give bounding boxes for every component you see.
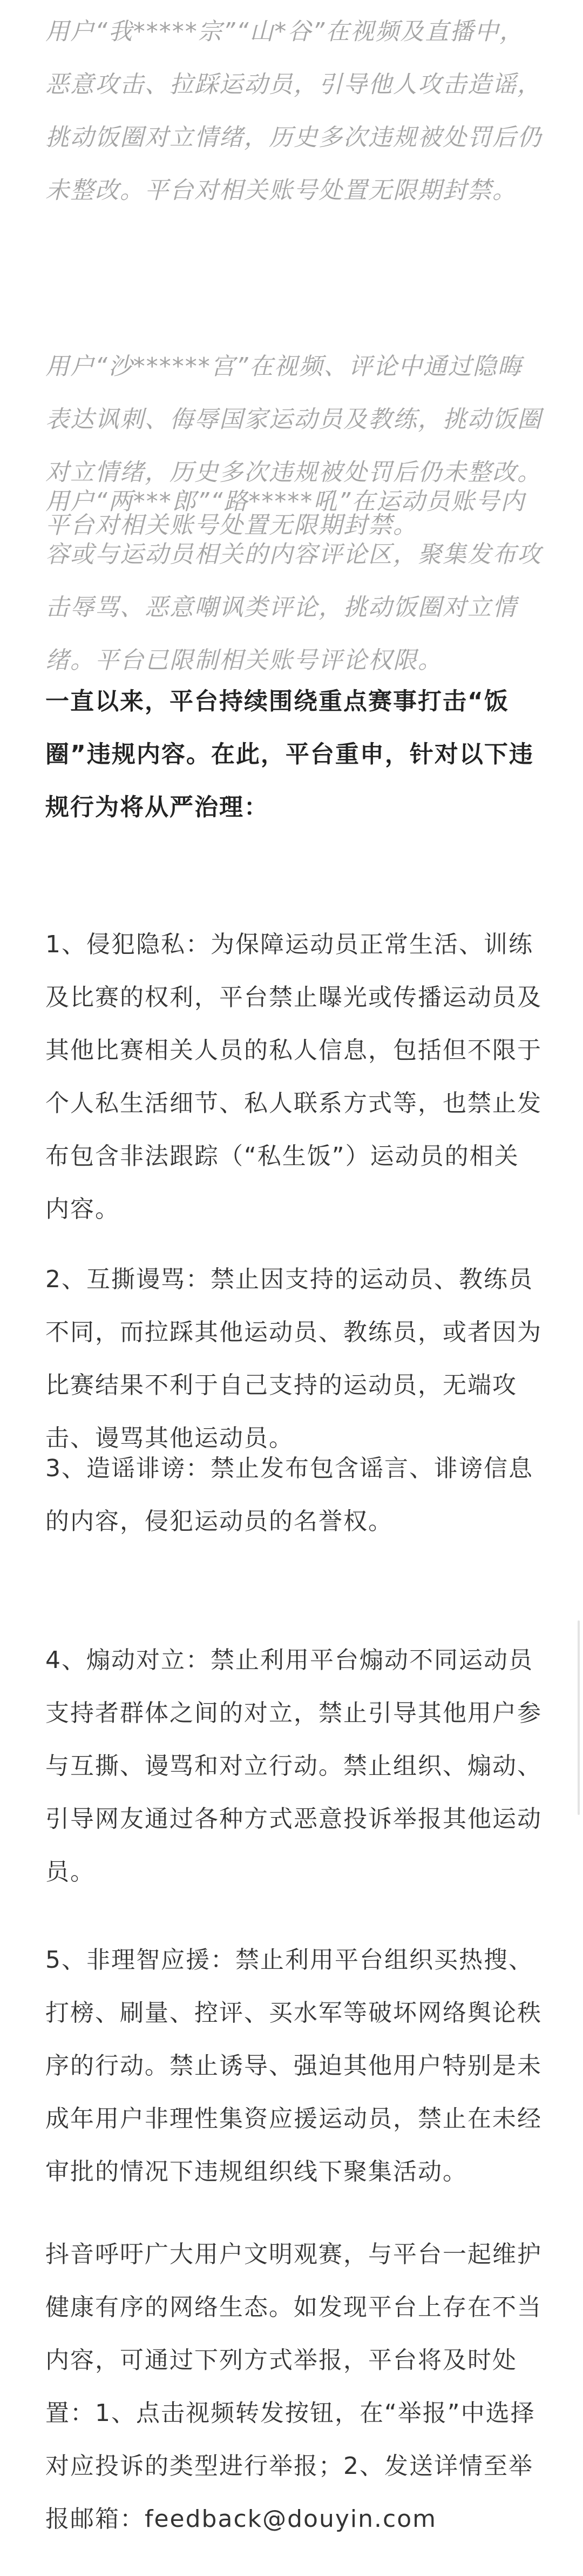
rule-paragraph-2: 2、互撕谩骂：禁止因支持的运动员、教练员不同，而拉踩其他运动员、教练员，或者因为比赛结果不利于自己支持的运动员，无端攻击、谩骂其他运动员。 — [45, 1266, 542, 1452]
scroll-indicator[interactable] — [578, 1620, 580, 1815]
case-paragraph-3: 用户“两***郎”“路*****吼”在运动员账号内容或与运动员相关的内容评论区，聚集发布攻击辱骂、恶意嘲讽类评论，挑动饭圈对立情绪。平台已限制相关账号评论权限。 — [45, 488, 542, 674]
case-paragraph-1: 用户“我*****宗”“山*谷”在视频及直播中，恶意攻击、拉踩运动员，引导他人攻击造谣，挑动饭圈对立情绪，历史多次违规被处罚后仍未整改。平台对相关账号处置无限期封禁。 — [45, 18, 542, 204]
rule-paragraph-4: 4、煽动对立：禁止利用平台煽动不同运动员支持者群体之间的对立，禁止引导其他用户参与互撕、谩骂和对立行动。禁止组织、煽动、引导网友通过各种方式恶意投诉举报其他运动员。 — [45, 1646, 542, 1886]
statement-paragraph: 一直以来，平台持续围绕重点赛事打击“饭圈”违规内容。在此，平台重申，针对以下违规行为将从严治理： — [45, 688, 534, 821]
rule-paragraph-5: 5、非理智应援：禁止利用平台组织买热搜、打榜、刷量、控评、买水军等破坏网络舆论秩序的行动。禁止诱导、强迫其他用户特别是未成年用户非理性集资应援运动员，禁止在未经审批的情况下违规组织线下聚集活动。 — [45, 1946, 542, 2185]
case-paragraph-2: 用户“沙******宫”在视频、评论中通过隐晦表达讽刺、侮辱国家运动员及教练，挑动饭圈对立情绪，历史多次违规被处罚后仍未整改。平台对相关账号处置无限期封禁。 — [45, 353, 542, 539]
rule-paragraph-1: 1、侵犯隐私：为保障运动员正常生活、训练及比赛的权利，平台禁止曝光或传播运动员及其他比赛相关人员的私人信息，包括但不限于个人私生活细节、私人联系方式等，也禁止发布包含非法跟踪（“私生饭”）运动员的相关内容。 — [45, 931, 542, 1223]
closing-paragraph: 抖音呼吁广大用户文明观赛，与平台一起维护健康有序的网络生态。如发现平台上存在不当内容，可通过下列方式举报，平台将及时处置：1、点击视频转发按钮，在“举报”中选择对应投诉的类型进行举报；2、发送详情至举报邮箱：feedback@douyin.com — [45, 2241, 542, 2533]
rule-paragraph-3: 3、造谣诽谤：禁止发布包含谣言、诽谤信息的内容，侵犯运动员的名誉权。 — [45, 1455, 533, 1535]
